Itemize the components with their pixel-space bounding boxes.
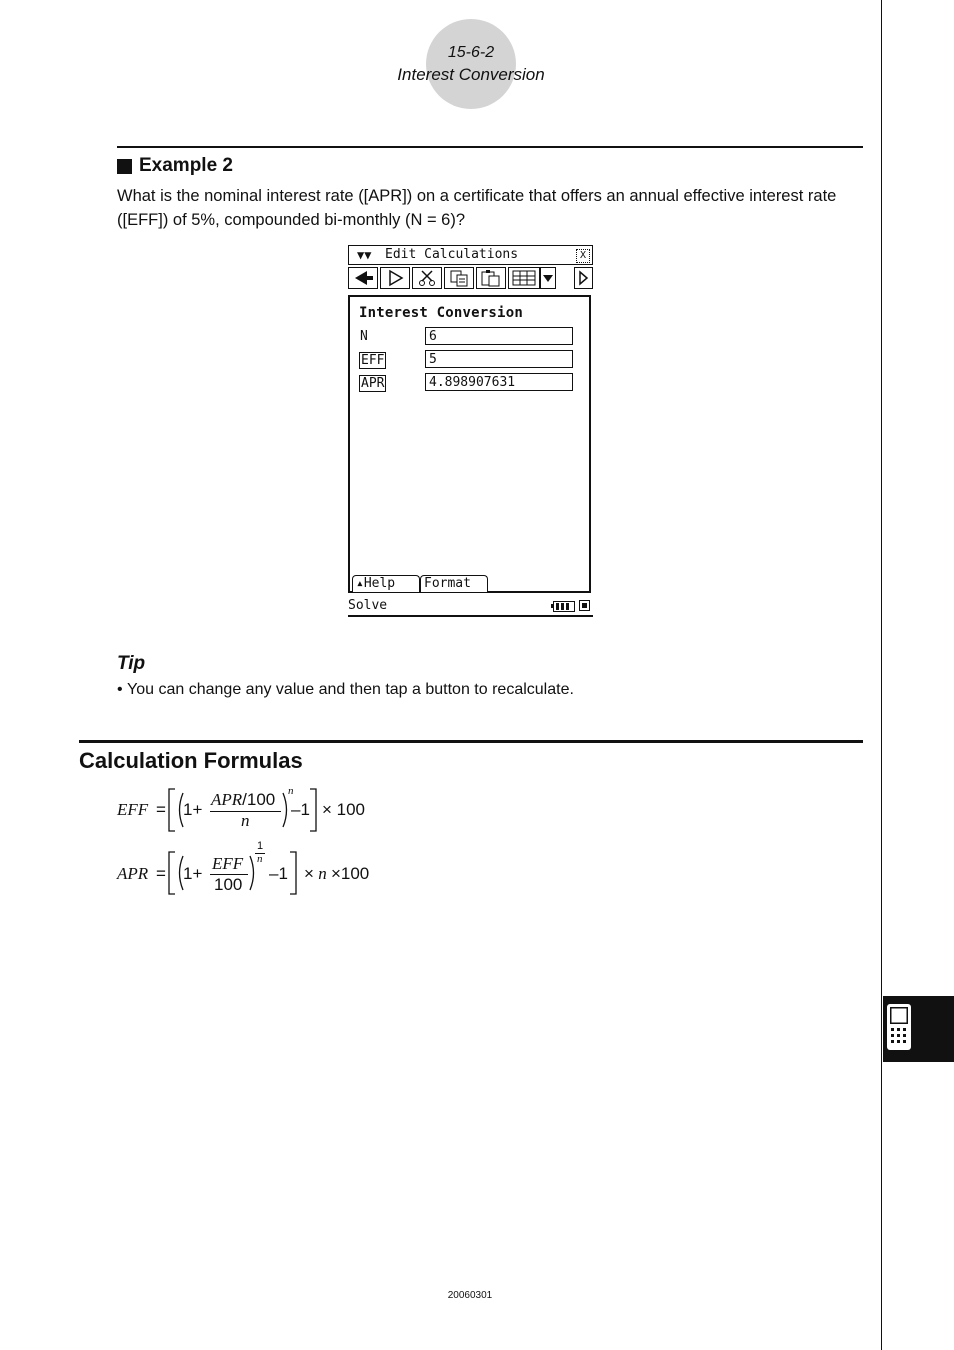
status-text: Solve [348, 598, 388, 613]
minus-one: –1 [269, 864, 288, 883]
apr-lhs: APR [117, 864, 149, 883]
cut-icon[interactable] [412, 267, 442, 289]
times-n-100: × n ×100 [304, 864, 370, 883]
app-panel [348, 295, 591, 593]
times-100: × 100 [322, 800, 366, 819]
tip-text [117, 681, 574, 699]
tip-heading: Tip [117, 653, 146, 674]
field-row-n [350, 327, 589, 347]
apr-formula [117, 840, 437, 900]
field-row-eff [350, 350, 589, 370]
page-number: 15-6-2 [447, 44, 495, 61]
dropdown-arrow-icon[interactable] [540, 267, 556, 289]
scroll-right-icon[interactable] [574, 267, 593, 289]
table-icon[interactable] [508, 267, 540, 289]
section-divider [79, 740, 863, 743]
apr-button[interactable]: APR [361, 376, 385, 391]
exponent-n: n [288, 785, 294, 797]
n-label: N [360, 329, 368, 344]
eff-input[interactable]: 5 [425, 350, 573, 368]
eff-formula [117, 785, 417, 845]
menu-bar [348, 245, 593, 265]
tab-format[interactable]: Format [420, 575, 488, 592]
bullet-icon: • [117, 681, 128, 698]
toolbar [348, 267, 593, 291]
right-bracket-icon [288, 851, 298, 895]
example-heading-text: Example 2 [139, 155, 233, 176]
field-row-apr [350, 373, 589, 393]
square-bullet-icon [117, 159, 132, 174]
graph-back-icon[interactable] [348, 267, 378, 289]
keyboard-icon[interactable] [579, 600, 590, 611]
example-heading [117, 155, 233, 177]
fraction-denominator: n [241, 811, 250, 830]
menu-label[interactable]: Edit Calculations [385, 247, 519, 262]
right-paren-icon [281, 792, 291, 828]
chapter-side-tab [883, 996, 954, 1062]
fraction-numerator: EFF [212, 854, 244, 873]
paste-icon[interactable] [476, 267, 506, 289]
classpad-calculator-icon [883, 996, 954, 1062]
fraction-denominator: 100 [214, 875, 243, 894]
section-heading: Calculation Formulas [79, 748, 303, 773]
fraction-numerator: APR/100 [211, 790, 276, 809]
one-plus: 1+ [183, 864, 203, 883]
menu-down-icon[interactable]: ▼▼ [357, 248, 372, 262]
tab-help[interactable]: ▴Help [352, 575, 420, 592]
example-question: What is the nominal interest rate ([APR]) on a certificate that offers an annual effective interest rate ([EFF]) of 5%, compounded bi-monthly (N = 6)? [117, 187, 837, 229]
footer-date: 20060301 [447, 1290, 493, 1301]
apr-input[interactable]: 4.898907631 [425, 373, 573, 391]
right-bracket-icon [308, 788, 318, 832]
exponent-denominator: n [257, 853, 263, 865]
tip-body: You can change any value and then tap a button to recalculate. [127, 681, 574, 698]
status-bar [348, 597, 593, 617]
app-title: Interest Conversion [359, 305, 523, 321]
eff-button[interactable]: EFF [361, 353, 385, 368]
page-topic: Interest Conversion [397, 65, 545, 84]
section-divider [117, 146, 863, 148]
minus-one: –1 [291, 800, 310, 819]
copy-icon[interactable] [444, 267, 474, 289]
exponent-numerator: 1 [257, 840, 264, 852]
margin-line [881, 0, 882, 1350]
calculator-screen [348, 245, 593, 619]
eff-lhs: EFF [117, 800, 149, 819]
n-input[interactable]: 6 [425, 327, 573, 345]
equals-sign: = [156, 800, 166, 819]
play-icon[interactable] [380, 267, 410, 289]
page-number-circle [426, 19, 516, 109]
close-icon[interactable]: X [576, 249, 590, 263]
one-plus: 1+ [183, 800, 203, 819]
battery-icon [553, 601, 575, 612]
equals-sign: = [156, 864, 166, 883]
